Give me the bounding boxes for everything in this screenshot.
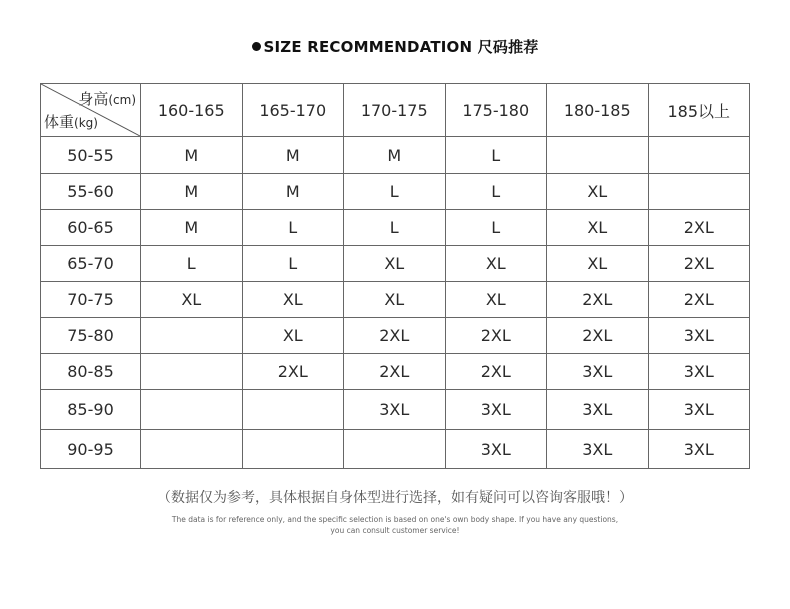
column-header: 185以上 bbox=[648, 84, 750, 137]
size-cell: 3XL bbox=[648, 390, 750, 430]
size-cell bbox=[648, 174, 750, 210]
size-cell: XL bbox=[141, 282, 243, 318]
page-title bbox=[0, 36, 790, 57]
size-cell: L bbox=[141, 246, 243, 282]
weight-range-cell: 70-75 bbox=[41, 282, 141, 318]
size-cell: 2XL bbox=[648, 282, 750, 318]
bullet-dot-icon bbox=[252, 42, 261, 51]
size-cell bbox=[141, 318, 243, 354]
column-header: 165-170 bbox=[242, 84, 344, 137]
size-table bbox=[40, 83, 750, 469]
size-cell: 3XL bbox=[547, 354, 649, 390]
reference-note-en-line2: you can consult customer service! bbox=[330, 526, 460, 535]
size-cell: XL bbox=[547, 210, 649, 246]
reference-note-cn: （数据仅为参考，具体根据自身体型进行选择，如有疑问可以咨询客服哦！） bbox=[157, 490, 633, 506]
title-text: SIZE RECOMMENDATION 尺码推荐 bbox=[263, 38, 539, 56]
size-cell bbox=[242, 430, 344, 469]
size-cell: M bbox=[141, 174, 243, 210]
size-cell bbox=[141, 390, 243, 430]
reference-note-en-line1: The data is for reference only, and the specific selection is based on one's own body shape. If you have any questions, bbox=[171, 515, 619, 524]
weight-range-cell: 60-65 bbox=[41, 210, 141, 246]
corner-header-cell bbox=[41, 84, 141, 137]
size-cell: 2XL bbox=[344, 318, 446, 354]
size-cell: M bbox=[141, 210, 243, 246]
size-cell: XL bbox=[547, 246, 649, 282]
table-row bbox=[41, 354, 750, 390]
size-cell: 2XL bbox=[344, 354, 446, 390]
column-header: 175-180 bbox=[445, 84, 547, 137]
table-row bbox=[41, 282, 750, 318]
size-cell: XL bbox=[242, 282, 344, 318]
column-header: 180-185 bbox=[547, 84, 649, 137]
weight-range-cell: 85-90 bbox=[41, 390, 141, 430]
size-cell: XL bbox=[445, 282, 547, 318]
size-cell: 2XL bbox=[445, 318, 547, 354]
size-cell: M bbox=[242, 174, 344, 210]
table-row bbox=[41, 246, 750, 282]
size-cell bbox=[648, 137, 750, 174]
table-row bbox=[41, 174, 750, 210]
weight-range-cell: 75-80 bbox=[41, 318, 141, 354]
table-row bbox=[41, 430, 750, 469]
size-cell: 2XL bbox=[547, 282, 649, 318]
size-cell: XL bbox=[242, 318, 344, 354]
size-cell: 3XL bbox=[648, 354, 750, 390]
weight-range-cell: 55-60 bbox=[41, 174, 141, 210]
size-cell: 3XL bbox=[445, 390, 547, 430]
table-row bbox=[41, 390, 750, 430]
size-cell: 3XL bbox=[445, 430, 547, 469]
size-cell: XL bbox=[547, 174, 649, 210]
size-cell: L bbox=[445, 137, 547, 174]
column-header: 160-165 bbox=[141, 84, 243, 137]
size-cell: 2XL bbox=[648, 246, 750, 282]
table-row bbox=[41, 137, 750, 174]
size-cell: M bbox=[344, 137, 446, 174]
weight-range-cell: 80-85 bbox=[41, 354, 141, 390]
weight-range-cell: 50-55 bbox=[41, 137, 141, 174]
size-cell: L bbox=[344, 210, 446, 246]
size-cell bbox=[344, 430, 446, 469]
size-cell: 3XL bbox=[648, 318, 750, 354]
size-cell: L bbox=[445, 210, 547, 246]
size-cell bbox=[547, 137, 649, 174]
column-header: 170-175 bbox=[344, 84, 446, 137]
size-cell: 2XL bbox=[242, 354, 344, 390]
height-axis-label: 身高(cm) bbox=[78, 90, 136, 108]
size-cell: 2XL bbox=[547, 318, 649, 354]
size-cell: 3XL bbox=[547, 430, 649, 469]
size-cell: L bbox=[242, 246, 344, 282]
weight-axis-label: 体重(kg) bbox=[44, 113, 98, 131]
size-cell: 3XL bbox=[344, 390, 446, 430]
size-cell: L bbox=[242, 210, 344, 246]
weight-range-cell: 90-95 bbox=[41, 430, 141, 469]
size-cell: XL bbox=[344, 282, 446, 318]
size-cell: 2XL bbox=[648, 210, 750, 246]
size-cell: XL bbox=[445, 246, 547, 282]
size-cell: 2XL bbox=[445, 354, 547, 390]
header-row bbox=[41, 84, 750, 137]
size-cell bbox=[141, 430, 243, 469]
size-cell: 3XL bbox=[547, 390, 649, 430]
size-cell: L bbox=[445, 174, 547, 210]
size-cell bbox=[141, 354, 243, 390]
size-cell: M bbox=[141, 137, 243, 174]
table-row bbox=[41, 210, 750, 246]
size-cell: 3XL bbox=[648, 430, 750, 469]
reference-note-en bbox=[0, 514, 790, 536]
size-cell: L bbox=[344, 174, 446, 210]
size-cell: XL bbox=[344, 246, 446, 282]
size-cell bbox=[242, 390, 344, 430]
weight-range-cell: 65-70 bbox=[41, 246, 141, 282]
table-row bbox=[41, 318, 750, 354]
size-cell: M bbox=[242, 137, 344, 174]
